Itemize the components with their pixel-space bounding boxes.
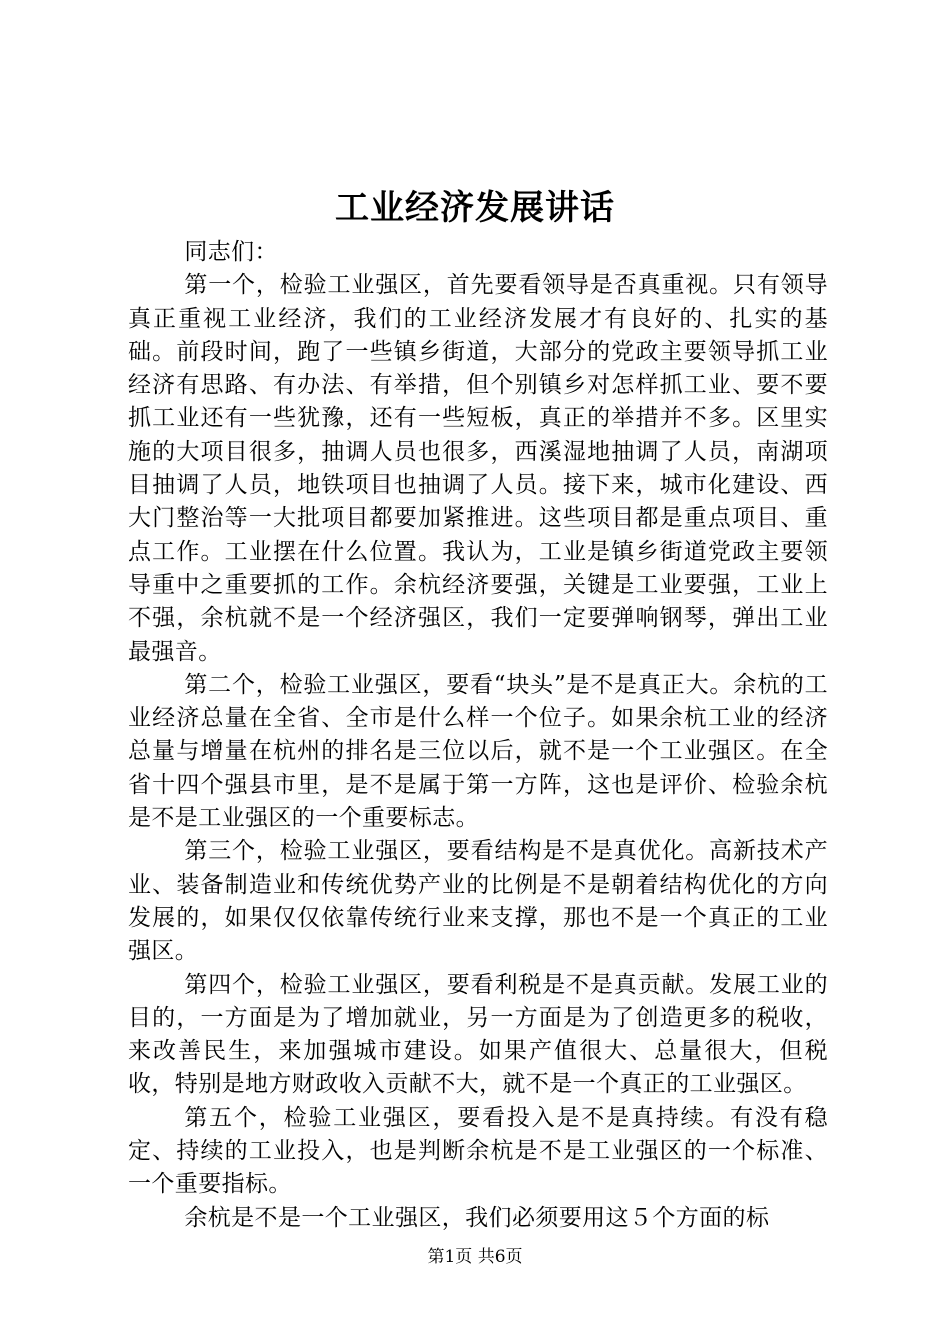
- document-title: 工业经济发展讲话: [335, 188, 615, 228]
- paragraph-4: 第四个，检验工业强区，要看利税是不是真贡献。发展工业的目的，一方面是为了增加就业，另一方面是为了创造更多的税收，来改善民生，来加强城市建设。如果产值很大、总量很大，但税收，特别是地方财政收入贡献不大，就不是一个真正的工业强区。: [128, 971, 828, 1098]
- paragraph-5: 第五个，检验工业强区，要看投入是不是真持续。有没有稳定、持续的工业投入，也是判断余杭是不是工业强区的一个标准、一个重要指标。: [128, 1104, 828, 1198]
- paragraph-6: 余杭是不是一个工业强区，我们必须要用这５个方面的标: [184, 1204, 770, 1231]
- document-body: [128, 236, 828, 1235]
- paragraph-1: 第一个，检验工业强区，首先要看领导是否真重视。只有领导真正重视工业经济，我们的工业经济发展才有良好的、扎实的基础。前段时间，跑了一些镇乡街道，大部分的党政主要领导抓工业经济有思路、有办法、有举措，但个别镇乡对怎样抓工业、要不要抓工业还有一些犹豫，还有一些短板，真正的举措并不多。区里实施的大项目很多，抽调人员也很多，西溪湿地抽调了人员，南湖项目抽调了人员，地铁项目也抽调了人员。接下来，城市化建设、西大门整治等一大批项目都要加紧推进。这些项目都是重点项目、重点工作。工业摆在什么位置。我认为，工业是镇乡街道党政主要领导重中之重要抓的工作。余杭经济要强，关键是工业要强，工业上不强，余杭就不是一个经济强区，我们一定要弹响钢琴，弹出工业最强音。: [128, 272, 828, 665]
- paragraph-2: 第二个，检验工业强区，要看“块头”是不是真正大。余杭的工业经济总量在全省、全市是什么样一个位子。如果余杭工业的经济总量与增量在杭州的排名是三位以后，就不是一个工业强区。在全省十四个强县市里，是不是属于第一方阵，这也是评价、检验余杭是不是工业强区的一个重要标志。: [128, 671, 828, 832]
- page-number: 第1页 共6页: [427, 1247, 523, 1267]
- salutation: 同志们：: [184, 239, 278, 265]
- paragraph-3: 第三个，检验工业强区，要看结构是不是真优化。高新技术产业、装备制造业和传统优势产业的比例是不是朝着结构优化的方向发展的，如果仅仅依靠传统行业来支撑，那也不是一个真正的工业强区。: [128, 838, 828, 965]
